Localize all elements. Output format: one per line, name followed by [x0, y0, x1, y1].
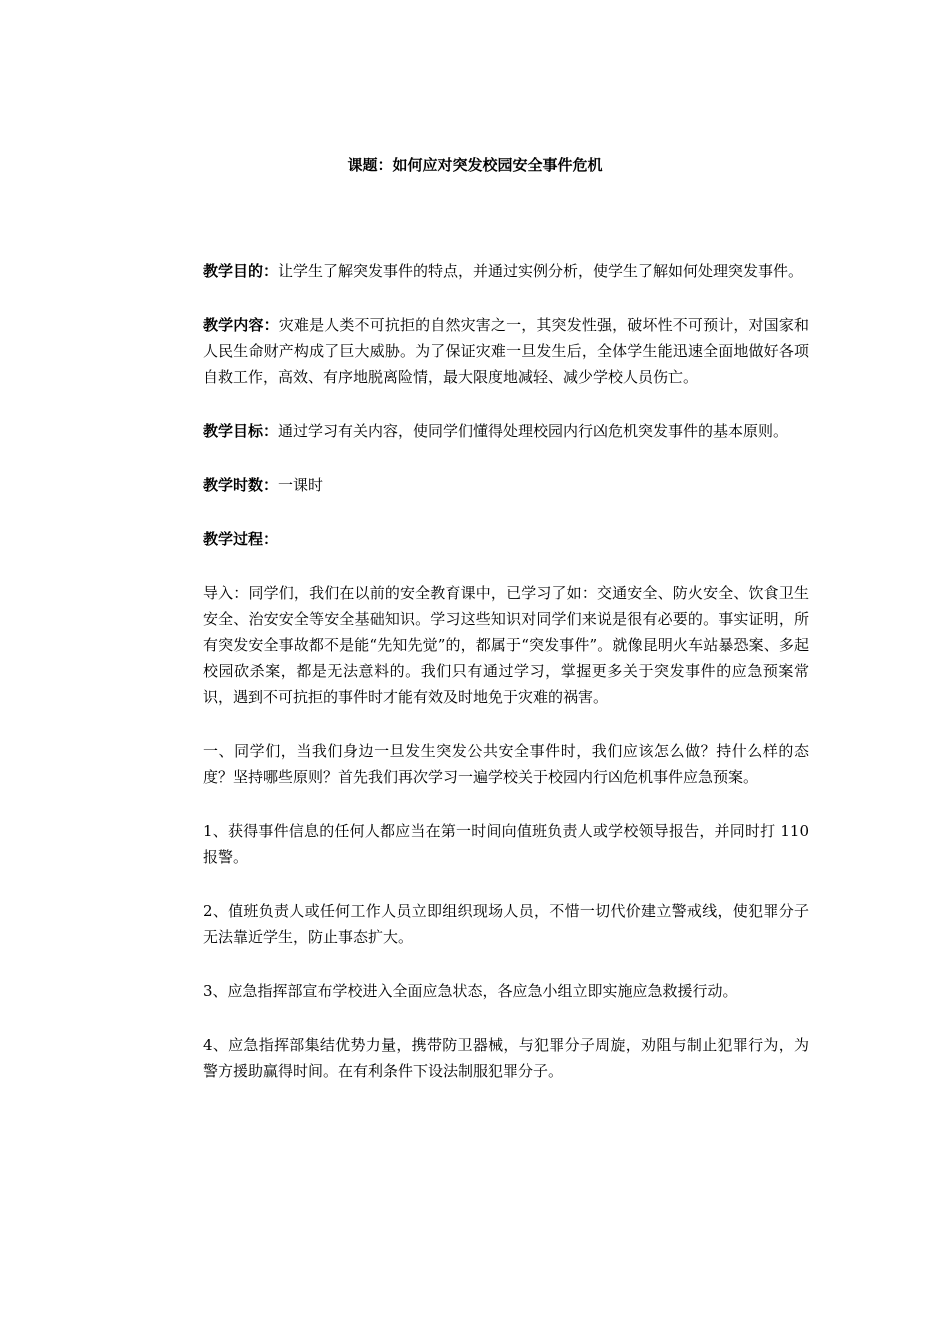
- section-text: 一课时: [278, 476, 324, 494]
- section-label: 教学过程：: [203, 530, 279, 548]
- section-label: 教学目标：: [203, 422, 279, 440]
- section-teaching-goal: [203, 418, 809, 444]
- document-title: 课题：如何应对突发校园安全事件危机: [347, 156, 603, 174]
- section-label: 教学时数：: [203, 476, 279, 494]
- list-item-1: 1、获得事件信息的任何人都应当在第一时间向值班负责人或学校领导报告，并同时打 110 报警。: [203, 822, 809, 866]
- section-text: 通过学习有关内容，使同学们懂得处理校园内行凶危机突发事件的基本原则。: [278, 422, 789, 440]
- document-body: [203, 258, 809, 1112]
- list-item-2: 2、值班负责人或任何工作人员立即组织现场人员，不惜一切代价建立警戒线，使犯罪分子无法靠近学生，防止事态扩大。: [203, 902, 809, 946]
- section-text: 让学生了解突发事件的特点，并通过实例分析，使学生了解如何处理突发事件。: [278, 262, 804, 280]
- list-item-4: 4、应急指挥部集结优势力量，携带防卫器械，与犯罪分子周旋，劝阻与制止犯罪行为，为警方援助赢得时间。在有利条件下设法制服犯罪分子。: [203, 1036, 809, 1080]
- section-teaching-process: [203, 526, 809, 552]
- list-item-3: 3、应急指挥部宣布学校进入全面应急状态，各应急小组立即实施应急救援行动。: [203, 982, 738, 1000]
- section-label: 教学目的：: [203, 262, 279, 280]
- section-teaching-hours: [203, 472, 809, 498]
- section-teaching-content: [203, 312, 809, 390]
- paragraph-introduction: 导入：同学们，我们在以前的安全教育课中，已学习了如：交通安全、防火安全、饮食卫生安全、治安安全等安全基础知识。学习这些知识对同学们来说是很有必要的。事实证明，所有突发安全事故都不是能“先知先觉”的，都属于“突发事件”。就像昆明火车站暴恐案、多起校园砍杀案，都是无法意料的。我们只有通过学习，掌握更多关于突发事件的应急预案常识，遇到不可抗拒的事件时才能有效及时地免于灾难的祸害。: [203, 584, 809, 706]
- section-text: 灾难是人类不可抗拒的自然灾害之一，其突发性强，破坏性不可预计，对国家和人民生命财产构成了巨大威胁。为了保证灾难一旦发生后，全体学生能迅速全面地做好各项自救工作，高效、有序地脱离险情，最大限度地减轻、减少学校人员伤亡。: [203, 316, 809, 386]
- section-teaching-purpose: [203, 258, 809, 284]
- section-label: 教学内容：: [203, 316, 279, 334]
- paragraph-part-one: 一、同学们，当我们身边一旦发生突发公共安全事件时，我们应该怎么做？持什么样的态度？坚持哪些原则？首先我们再次学习一遍学校关于校园内行凶危机事件应急预案。: [203, 742, 809, 786]
